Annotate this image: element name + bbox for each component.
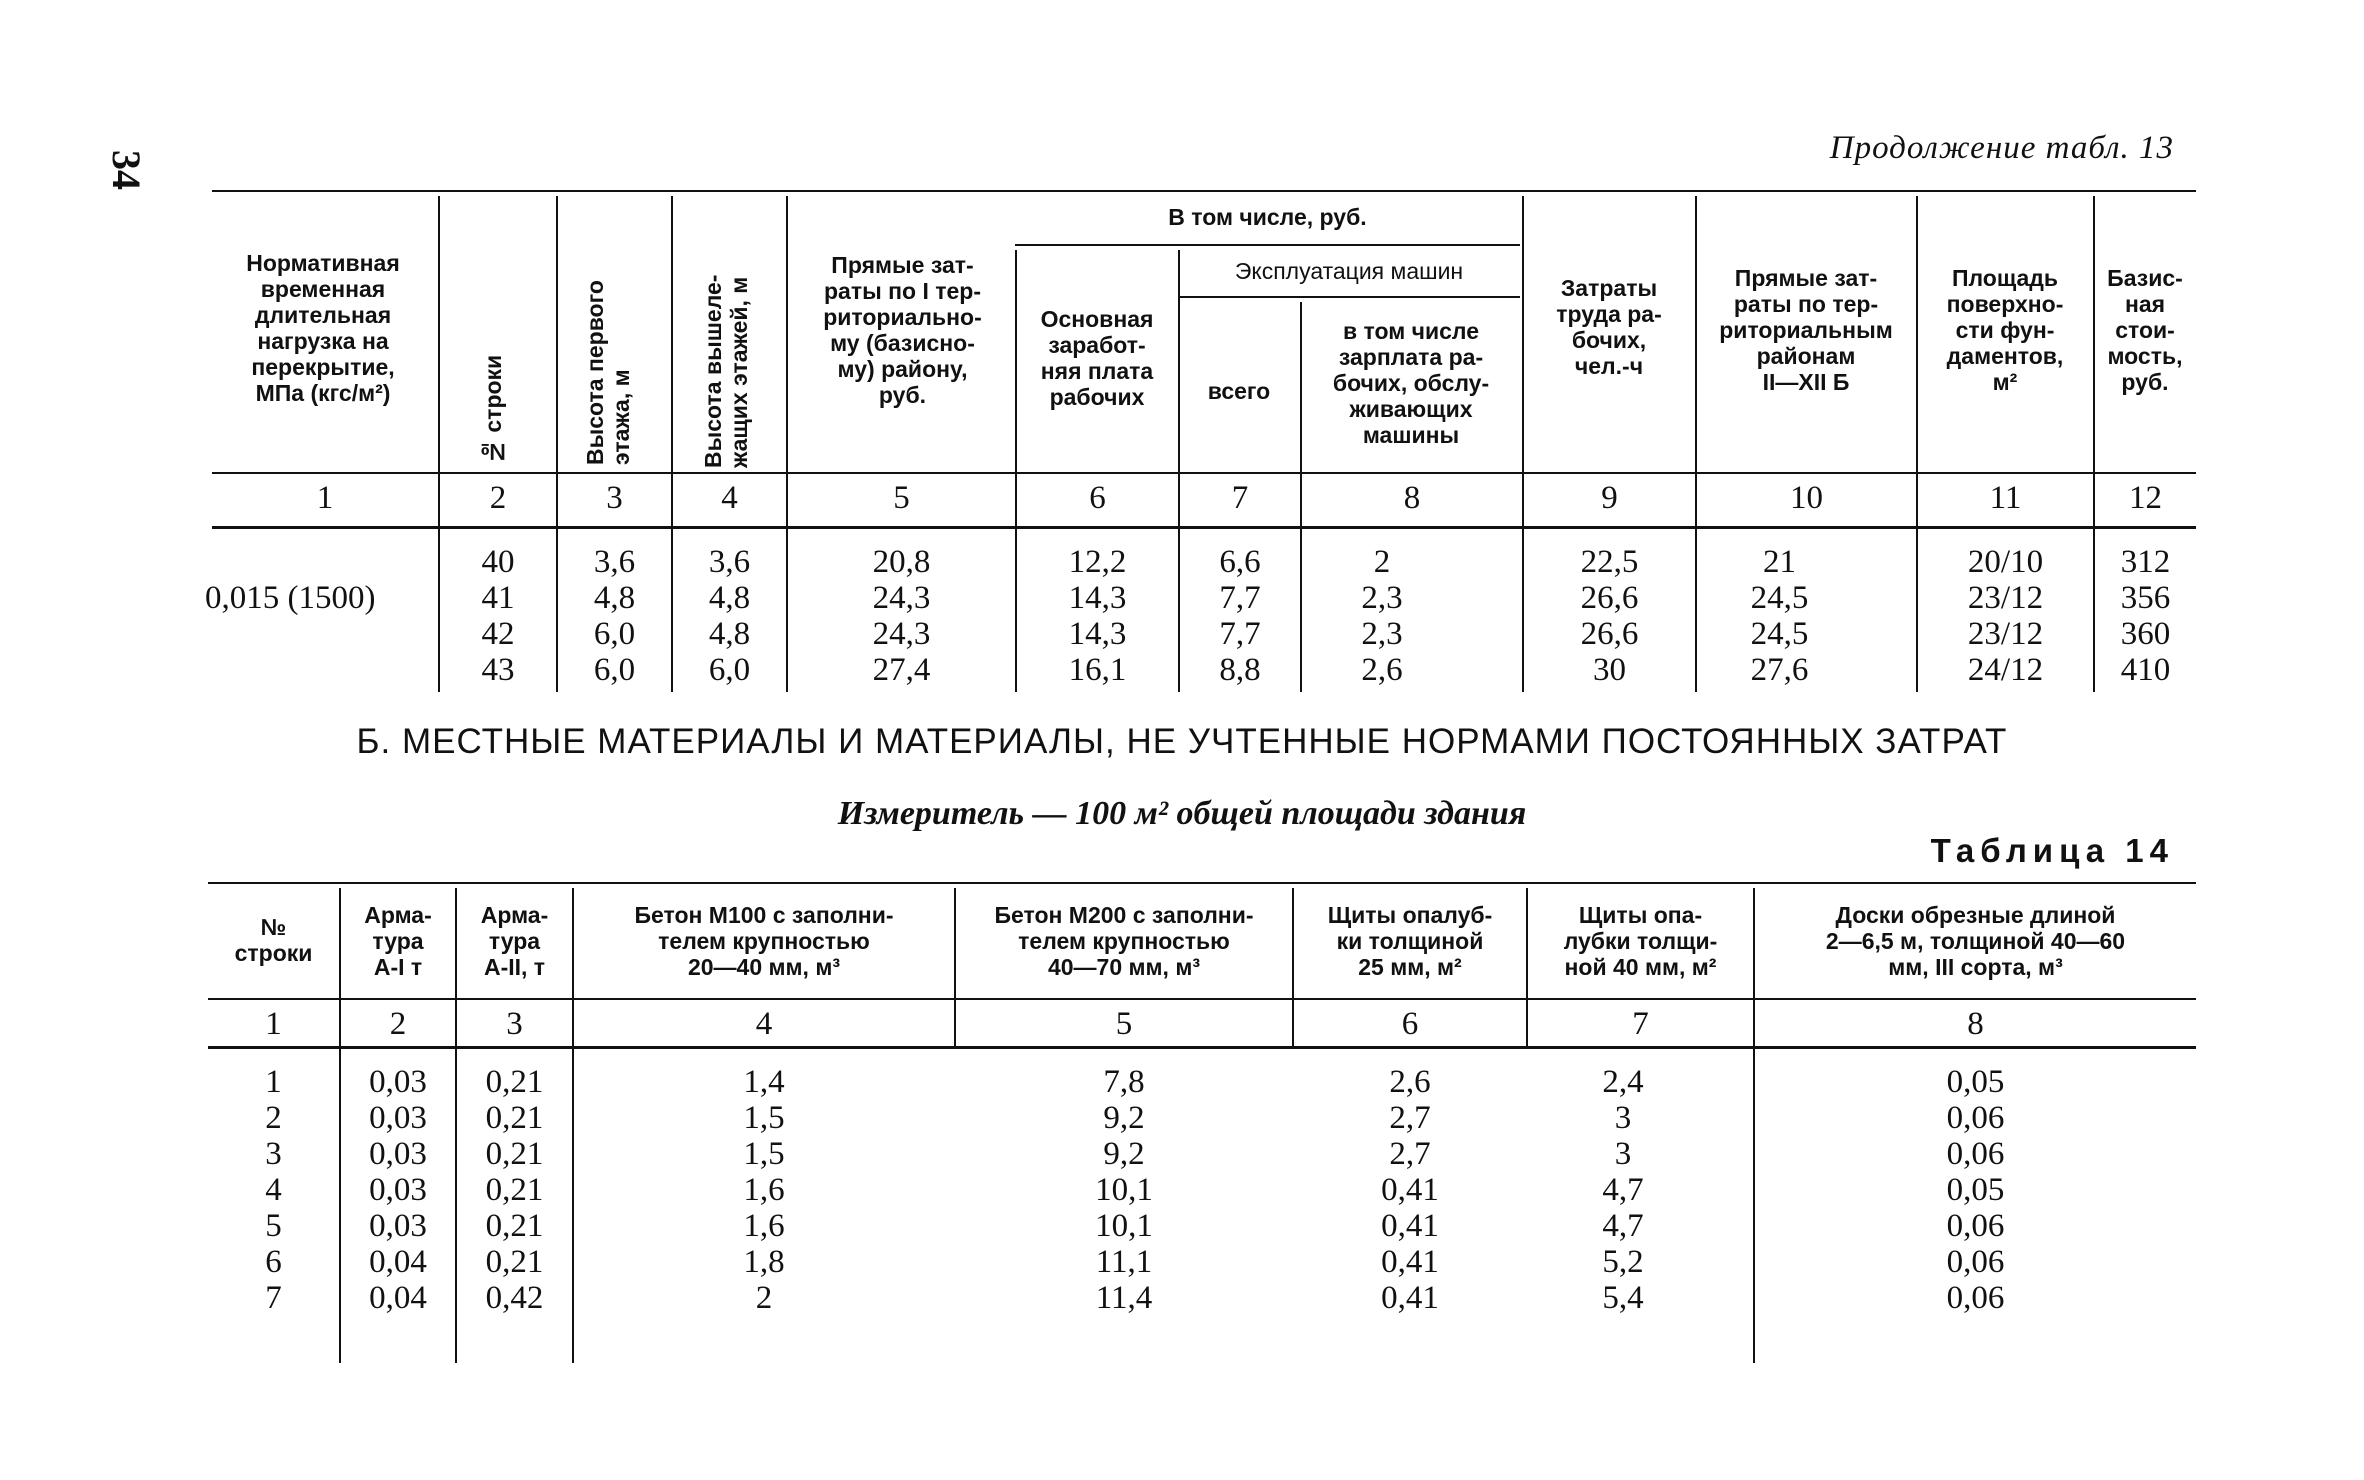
col-number: 7 xyxy=(1632,1006,1649,1042)
table-13-cell: 40 xyxy=(481,544,515,580)
table-14-cell: 3 xyxy=(265,1136,282,1172)
header-base-wages: Основная заработ- няя плата рабочих xyxy=(1040,306,1154,410)
load-value: 0,015 (1500) xyxy=(205,580,376,616)
table-14-cell: 0,41 xyxy=(1381,1172,1439,1208)
table-14-cell: 0,06 xyxy=(1946,1280,2005,1316)
table-14-cell: 0,03 xyxy=(369,1208,427,1244)
table-13-cell: 3,6 xyxy=(593,544,636,580)
table-13-cell: 8,8 xyxy=(1219,652,1261,688)
table-13-cell: 14,3 xyxy=(1068,580,1127,616)
table-14-cell: 10,1 xyxy=(1095,1208,1153,1244)
table-13-cell: 2,3 xyxy=(1361,580,1403,616)
table-14-cell: 0,41 xyxy=(1381,1244,1439,1280)
col-number: 8 xyxy=(1403,480,1421,516)
table-14-cell: 1,5 xyxy=(743,1136,785,1172)
table-14-cell: 0,06 xyxy=(1946,1208,2005,1244)
table-13-cell: 7,7 xyxy=(1219,580,1261,616)
table-14-cell: 0,21 xyxy=(485,1244,544,1280)
table-13-cell: 26,6 xyxy=(1580,580,1639,616)
col-number: 2 xyxy=(389,1006,407,1042)
table-13-cell: 24/12 xyxy=(1967,652,2044,688)
table-14-cell: 0,03 xyxy=(369,1172,427,1208)
table-13-cell: 2,6 xyxy=(1361,652,1403,688)
table-14-cell: 2 xyxy=(755,1280,773,1316)
t14-header-edged-boards: Доски обрезные длиной 2—6,5 м, толщиной 40—60 мм, III сорта, м³ xyxy=(1825,902,2126,980)
table-14-cell: 7 xyxy=(265,1280,282,1316)
table-14-cell: 3 xyxy=(1614,1136,1632,1172)
table-13-cell: 360 xyxy=(2120,616,2171,652)
col-number: 5 xyxy=(893,480,910,516)
header-total: всего xyxy=(1207,378,1271,404)
table-14-label: Таблица 14 xyxy=(1930,832,2174,869)
table-14-cell: 5,4 xyxy=(1602,1280,1644,1316)
table-14-cell: 0,21 xyxy=(485,1136,544,1172)
table-14-cell: 5 xyxy=(265,1208,282,1244)
table-13-cell: 21 xyxy=(1763,544,1796,580)
table-14-cell: 1,6 xyxy=(743,1172,785,1208)
table-14-cell: 1,8 xyxy=(743,1244,785,1280)
t14-header-rebar-a2: Арма- тура A-II, т xyxy=(480,902,549,980)
table-14-cell: 9,2 xyxy=(1103,1136,1145,1172)
table-13-cell: 6,0 xyxy=(708,652,751,688)
table-13-cell: 30 xyxy=(1593,652,1626,688)
table-13-cell: 4,8 xyxy=(593,580,636,616)
header-direct-costs-region-1: Прямые зат- раты по I тер- риториально- му (базисно- му) району, руб. xyxy=(823,252,982,408)
table-14-cell: 0,04 xyxy=(369,1244,427,1280)
table-14-cell: 0,03 xyxy=(369,1064,427,1100)
col-number: 12 xyxy=(2129,480,2162,516)
col-number: 1 xyxy=(265,1006,282,1042)
table-14-cell: 6 xyxy=(265,1244,282,1280)
table-14-cell: 2,7 xyxy=(1389,1136,1431,1172)
table-13-cell: 12,2 xyxy=(1068,544,1127,580)
col-number: 6 xyxy=(1401,1006,1419,1042)
col-number: 10 xyxy=(1790,480,1823,516)
header-including-group: В том числе, руб. xyxy=(1168,204,1367,230)
table-continuation-caption: Продолжение табл. 13 xyxy=(1829,130,2174,166)
t14-header-rebar-a1: Арма- тура A-I т xyxy=(364,902,432,980)
table-13-cell: 16,1 xyxy=(1068,652,1127,688)
table-13-cell: 27,6 xyxy=(1750,652,1809,688)
table-14-cell: 0,21 xyxy=(485,1064,544,1100)
col-number: 6 xyxy=(1089,480,1106,516)
col-number: 2 xyxy=(489,480,507,516)
table-14-cell: 0,21 xyxy=(485,1172,544,1208)
table-14-cell: 4 xyxy=(265,1172,282,1208)
table-13-cell: 23/12 xyxy=(1967,616,2044,652)
table-13-cell: 7,7 xyxy=(1219,616,1261,652)
table-14-cell: 1 xyxy=(265,1064,282,1100)
table-14-cell: 0,05 xyxy=(1946,1172,2005,1208)
table-14-cell: 5,2 xyxy=(1602,1244,1644,1280)
table-13-cell: 24,3 xyxy=(872,616,931,652)
table-14-cell: 1,6 xyxy=(743,1208,785,1244)
table-13-cell: 6,0 xyxy=(593,616,636,652)
table-14-cell: 0,21 xyxy=(485,1208,544,1244)
table-14-cell: 0,05 xyxy=(1946,1064,2005,1100)
table-13-cell: 2,3 xyxy=(1361,616,1403,652)
table-14-cell: 2 xyxy=(265,1100,282,1136)
header-row-number: № строки xyxy=(480,354,506,465)
col-number: 3 xyxy=(506,1006,523,1042)
header-direct-costs-regions: Прямые зат- раты по тер- риториальным районам II—XII Б xyxy=(1719,265,1893,395)
table-14-cell: 4,7 xyxy=(1602,1208,1644,1244)
table-13-cell: 24,5 xyxy=(1750,580,1809,616)
header-upper-floor-height: Высота вышеле- жащих этажей, м xyxy=(700,274,752,468)
table-13-cell: 410 xyxy=(2120,652,2171,688)
table-14-cell: 0,41 xyxy=(1381,1280,1439,1316)
t14-header-formwork-40: Щиты опа- лубки толщи- ной 40 мм, м² xyxy=(1563,902,1718,980)
table-13-cell: 6,0 xyxy=(593,652,636,688)
table-14-cell: 7,8 xyxy=(1103,1064,1145,1100)
table-13-cell: 2 xyxy=(1373,544,1391,580)
header-machine-operation: Эксплуатация машин xyxy=(1234,258,1464,284)
table-14-cell: 4,7 xyxy=(1602,1172,1644,1208)
table-13-cell: 356 xyxy=(2120,580,2171,616)
table-13-cell: 312 xyxy=(2120,544,2171,580)
col-number: 9 xyxy=(1601,480,1618,516)
table-13-cell: 24,5 xyxy=(1750,616,1809,652)
table-13-cell: 27,4 xyxy=(872,652,931,688)
col-number: 11 xyxy=(1989,480,2022,516)
table-13-cell: 20,8 xyxy=(872,544,931,580)
col-number: 4 xyxy=(721,480,738,516)
table-14-cell: 11,1 xyxy=(1095,1244,1153,1280)
page-number: 34 xyxy=(104,150,149,190)
table-14-cell: 3 xyxy=(1614,1100,1632,1136)
table-14-cell: 0,42 xyxy=(485,1280,544,1316)
table-13-cell: 22,5 xyxy=(1580,544,1639,580)
table-14-cell: 2,4 xyxy=(1602,1064,1644,1100)
table-13-cell: 26,6 xyxy=(1580,616,1639,652)
col-number: 1 xyxy=(316,480,334,516)
table-14-cell: 9,2 xyxy=(1103,1100,1145,1136)
t14-header-formwork-25: Щиты опалуб- ки толщиной 25 мм, м² xyxy=(1327,902,1493,980)
table-14-cell: 2,7 xyxy=(1389,1100,1431,1136)
table-14-cell: 0,06 xyxy=(1946,1100,2005,1136)
t14-header-row-number: № строки xyxy=(234,914,313,966)
t14-header-concrete-m200: Бетон М200 с заполни- телем крупностью 40—70 мм, м³ xyxy=(994,902,1254,980)
col-number: 7 xyxy=(1231,480,1249,516)
table-14-cell: 2,6 xyxy=(1389,1064,1431,1100)
t14-header-concrete-m100: Бетон М100 с заполни- телем крупностью 20—40 мм, м³ xyxy=(634,902,894,980)
header-foundation-area: Площадь поверхно- сти фун- даментов, м² xyxy=(1946,265,2064,395)
header-labor-costs: Затраты труда ра- бочих, чел.-ч xyxy=(1556,275,1662,379)
table-13-cell: 4,8 xyxy=(708,616,751,652)
table-14-cell: 0,21 xyxy=(485,1100,544,1136)
col-number: 5 xyxy=(1115,1006,1133,1042)
header-first-floor-height: Высота первого этажа, м xyxy=(582,280,634,465)
table-14-cell: 0,03 xyxy=(369,1100,427,1136)
table-13-cell: 23/12 xyxy=(1967,580,2044,616)
table-13-cell: 3,6 xyxy=(708,544,751,580)
table-13-cell: 14,3 xyxy=(1068,616,1127,652)
header-machine-workers-wages: в том числе зарплата ра- бочих, обслу- живающих машины xyxy=(1332,318,1490,448)
measure-unit: Измеритель — 100 м² общей площади здания xyxy=(837,795,1527,832)
table-13-cell: 42 xyxy=(481,616,515,652)
table-13-cell: 6,6 xyxy=(1219,544,1261,580)
col-number: 3 xyxy=(606,480,623,516)
table-14-cell: 0,06 xyxy=(1946,1244,2005,1280)
table-14-cell: 10,1 xyxy=(1095,1172,1153,1208)
col-number: 8 xyxy=(1967,1006,1984,1042)
col-number: 4 xyxy=(755,1006,773,1042)
header-base-cost: Базис- ная стои- мость, руб. xyxy=(2107,265,2183,395)
table-13-cell: 24,3 xyxy=(872,580,931,616)
table-14-cell: 0,06 xyxy=(1946,1136,2005,1172)
table-14-cell: 0,03 xyxy=(369,1136,427,1172)
header-load: Нормативная временная длительная нагрузка на перекрытие, МПа (кгс/м²) xyxy=(246,250,400,406)
table-14-cell: 0,41 xyxy=(1381,1208,1439,1244)
table-13-cell: 41 xyxy=(481,580,515,616)
table-13-cell: 20/10 xyxy=(1967,544,2044,580)
table-13-cell: 4,8 xyxy=(708,580,751,616)
table-14-cell: 11,4 xyxy=(1095,1280,1153,1316)
table-13-cell: 43 xyxy=(481,652,515,688)
table-14-cell: 0,04 xyxy=(369,1280,427,1316)
section-title: Б. МЕСТНЫЕ МАТЕРИАЛЫ И МАТЕРИАЛЫ, НЕ УЧТЕННЫЕ НОРМАМИ ПОСТОЯННЫХ ЗАТРАТ xyxy=(356,722,2008,761)
table-14-cell: 1,5 xyxy=(743,1100,785,1136)
table-14-cell: 1,4 xyxy=(743,1064,785,1100)
